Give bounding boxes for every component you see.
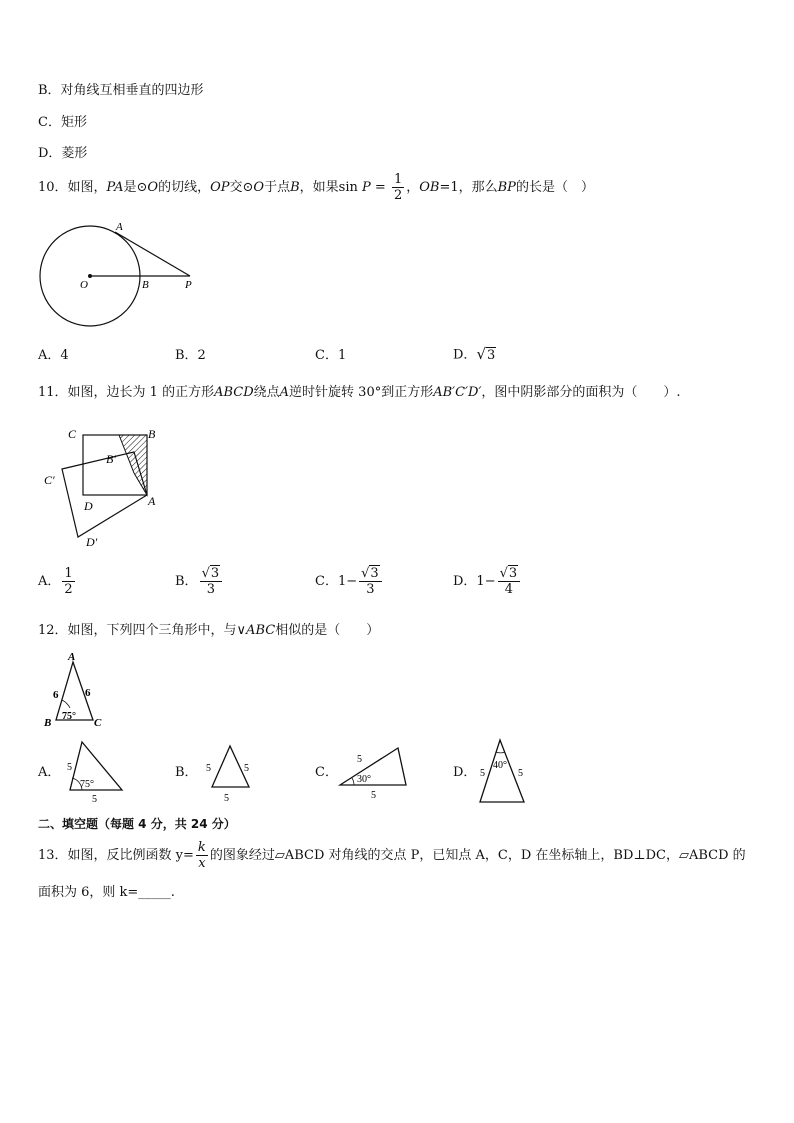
svg-text:B: B: [44, 717, 52, 729]
svg-text:5: 5: [480, 768, 485, 779]
q12-option-b: B．: [175, 765, 198, 780]
svg-text:5: 5: [518, 768, 523, 779]
q10-label-p: P: [185, 279, 192, 291]
q10-option-c: C．1: [315, 348, 347, 363]
svg-text:5: 5: [357, 754, 362, 765]
q11-label-cp: C′: [44, 473, 55, 487]
q11-square-rotated: [62, 452, 147, 537]
q13-stem-line2: 面积为 6，则 k=_____.: [38, 885, 175, 900]
q10-option-b: B．2: [175, 348, 206, 363]
q12-main-triangle: [40, 650, 110, 730]
svg-text:30°: 30°: [357, 774, 371, 785]
q12-option-a: A．: [38, 765, 61, 780]
q11-label-bp: B′: [106, 452, 116, 466]
q11-option-a: A． $\frac{1}{2}$: [38, 566, 73, 597]
q12-option-d-triangle: [474, 738, 534, 806]
q13-fraction: $\frac{k}{x}$: [197, 840, 206, 871]
q10-fraction: $\frac{1}{2}$: [393, 172, 403, 203]
q10-option-d: D．√3: [453, 345, 496, 363]
svg-text:5: 5: [224, 793, 229, 804]
q10-label-b: B: [142, 279, 149, 291]
svg-text:5: 5: [371, 790, 376, 801]
q12-option-c: C．: [315, 765, 338, 780]
q10-center-dot: [88, 274, 92, 278]
q11-option-d: D．1− $\frac{√3}{4}$: [453, 566, 522, 597]
q10-tangent-pa: [115, 232, 190, 276]
svg-text:75°: 75°: [62, 711, 76, 722]
svg-text:6: 6: [53, 689, 59, 701]
q12-stem: 12．如图，下列四个三角形中，与∨ABC相似的是（ ）: [38, 623, 380, 638]
q11-figure: [40, 422, 170, 552]
q11-option-c: C．1− $\frac{√3}{3}$: [315, 566, 384, 597]
q11-option-b: B． $\frac{√3}{3}$: [175, 566, 224, 597]
q12-option-d: D．: [453, 765, 477, 780]
sqrt-symbol: √3: [476, 345, 496, 363]
q11-label-a: A: [148, 494, 156, 508]
q10-figure: [30, 212, 210, 342]
svg-text:C: C: [94, 717, 102, 729]
q10-label-o: O: [80, 279, 88, 291]
q11-label-c: C: [68, 427, 77, 441]
svg-text:40°: 40°: [493, 760, 507, 771]
q12-option-a-triangle: [62, 738, 132, 808]
q11-stem: 11．如图，边长为 1 的正方形ABCD绕点A逆时针旋转 30°到正方形AB′C′D′，图中阴影部分的面积为（ ）.: [38, 385, 681, 400]
svg-text:6: 6: [85, 687, 91, 699]
q11-label-dp: D′: [86, 535, 98, 549]
q9-option-c: C．矩形: [38, 115, 87, 130]
svg-text:75°: 75°: [80, 779, 94, 790]
q10-stem: 10．如图，PA是⊙O的切线，OP交⊙O于点B，如果sin P = $\frac{1}{2}$ ，OB=1，那么BP的长是（ ）: [38, 172, 594, 203]
svg-text:A: A: [68, 651, 76, 663]
q10-option-a: A．4: [38, 348, 69, 363]
q9-option-d: D．菱形: [38, 146, 88, 161]
q12-option-b-triangle: [200, 740, 260, 806]
svg-text:5: 5: [92, 794, 97, 805]
q11-label-d: D: [84, 499, 93, 513]
q9-option-b: B．对角线互相垂直的四边形: [38, 83, 204, 98]
q11-label-b: B: [148, 427, 156, 441]
section-2-heading: 二、填空题（每题 4 分，共 24 分）: [38, 817, 236, 831]
q13-stem: 13．如图，反比例函数 y= $\frac{k}{x}$ 的图象经过▱ABCD 对角线的交点 P，已知点 A，C，D 在坐标轴上，BD⊥DC，▱ABCD 的: [38, 840, 746, 871]
q12-option-c-triangle: [336, 740, 416, 802]
svg-text:5: 5: [244, 763, 249, 774]
svg-text:5: 5: [67, 762, 72, 773]
svg-text:5: 5: [206, 763, 211, 774]
q10-label-a: A: [116, 221, 123, 233]
